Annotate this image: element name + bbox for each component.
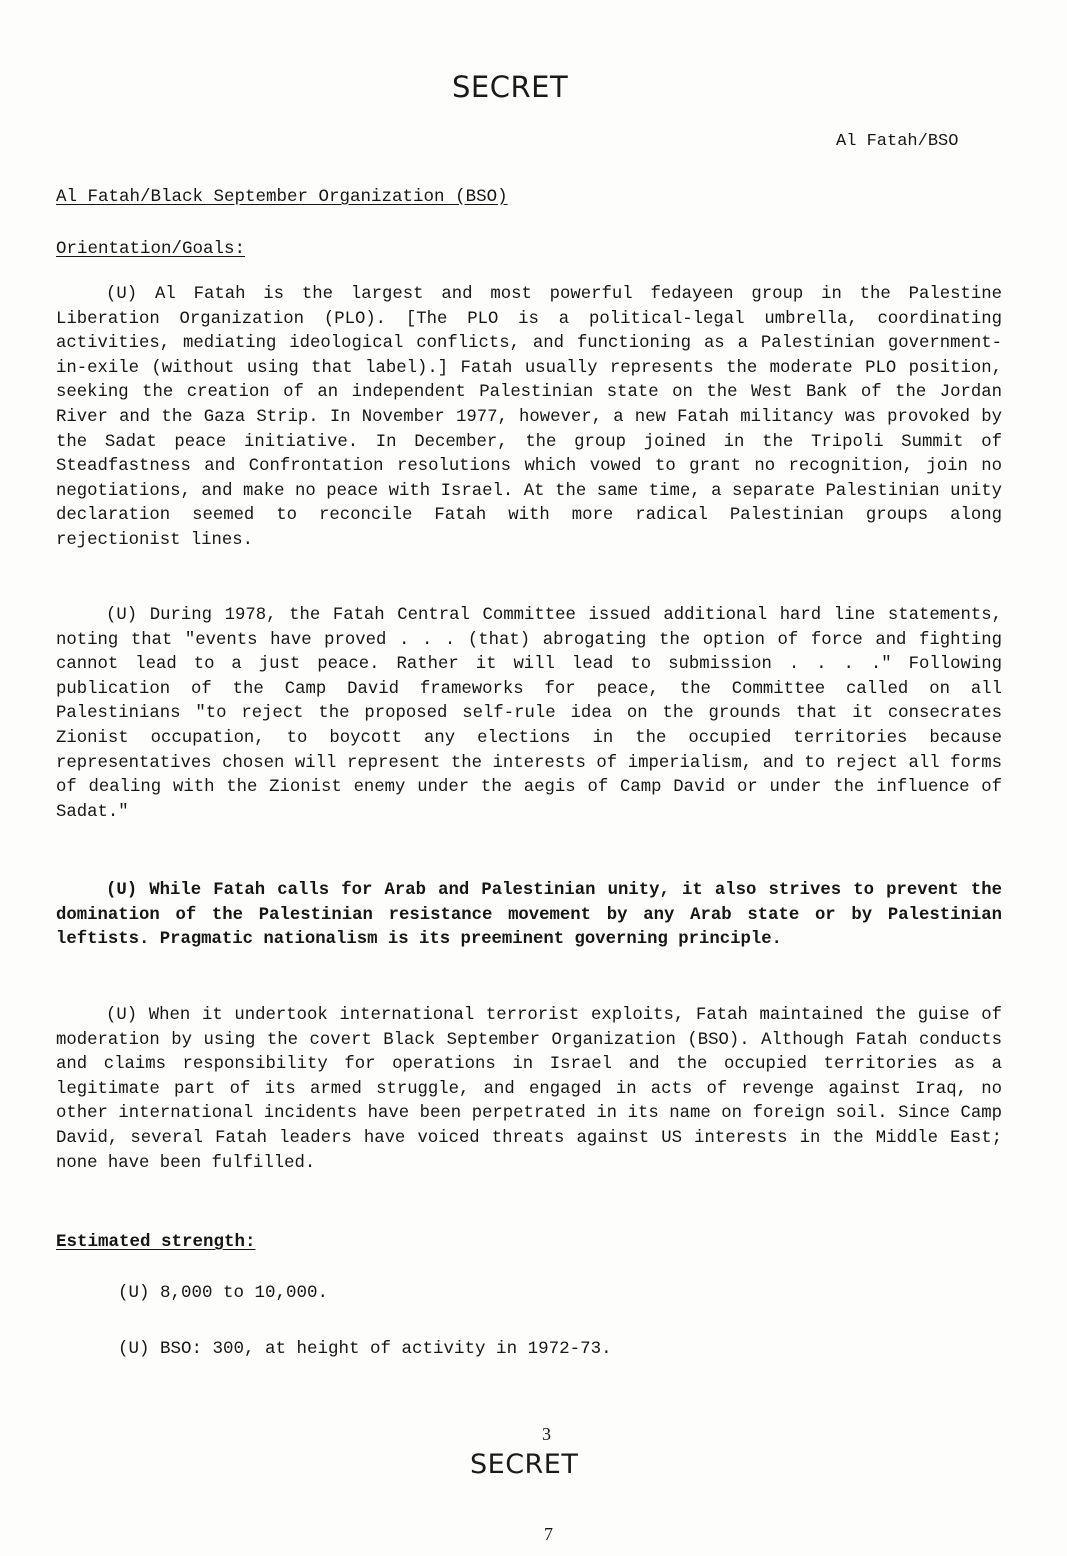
classification-marking-bottom: SECRET	[470, 1449, 579, 1480]
header-tag: Al Fatah/BSO	[836, 132, 959, 151]
paragraph-1: (U) Al Fatah is the largest and most powerful fedayeen group in the Palestine Liberation Organization (PLO). [The PLO is a political-legal umbrella, coordinating activities, mediating ideological conflicts, and functioning as a Palestinian government-in-exile (without using that label).] Fatah usually represents the moderate PLO position, seeking the creation of an independent Palestinian state on the West Bank of the Jordan River and the Gaza Strip. In November 1977, however, a new Fatah militancy was provoked by the Sadat peace initiative. In December, the group joined in the Tripoli Summit of Steadfastness and Confrontation resolutions which vowed to grant no recognition, join no negotiations, and make no peace with Israel. At the same time, a separate Palestinian unity declaration seemed to reconcile Fatah with more radical Palestinian groups along rejectionist lines.	[56, 285, 1002, 550]
page-number-outer: 7	[544, 1524, 553, 1544]
classification-marking-top: SECRET	[452, 70, 569, 104]
strength-item-fatah: (U) 8,000 to 10,000.	[118, 1283, 329, 1303]
orientation-goals-heading: Orientation/Goals:	[56, 239, 246, 259]
paragraph-4: (U) When it undertook international terrorist exploits, Fatah maintained the guise of moderation by using the covert Black September Organization (BSO). Although Fatah conducts and claims responsibility for operations in Israel and the occupied territories as a legitimate part of its armed struggle, and engaged in acts of revenge against Iraq, no other international incidents have been perpetrated in its name on foreign soil. Since Camp David, several Fatah leaders have voiced threats against US interests in the Middle East; none have been fulfilled.	[56, 1006, 1002, 1173]
strength-item-bso: (U) BSO: 300, at height of activity in 1972-73.	[118, 1339, 612, 1359]
paragraph-3: (U) While Fatah calls for Arab and Palestinian unity, it also strives to prevent the domination of the Palestinian resistance movement by any Arab state or by Palestinian leftists. Pragmatic nationalism is its preeminent governing principle.	[56, 881, 1002, 950]
estimated-strength-heading: Estimated strength:	[56, 1232, 256, 1252]
document-title: Al Fatah/Black September Organization (BSO)	[56, 187, 508, 207]
paragraph-2: (U) During 1978, the Fatah Central Committee issued additional hard line statements, noting that "events have proved . . . (that) abrogating the option of force and fighting cannot lead to a just peace. Rather it will lead to submission . . . ." Following publication of the Camp David frameworks for peace, the Committee called on all Palestinians "to reject the proposed self-rule idea on the grounds that it consecrates Zionist occupation, to boycott any elections in the occupied territories because representatives chosen will represent the interests of imperialism, and to reject all forms of dealing with the Zionist enemy under the aegis of Camp David or under the influence of Sadat."	[56, 606, 1002, 822]
page-number-inner: 3	[542, 1424, 551, 1444]
